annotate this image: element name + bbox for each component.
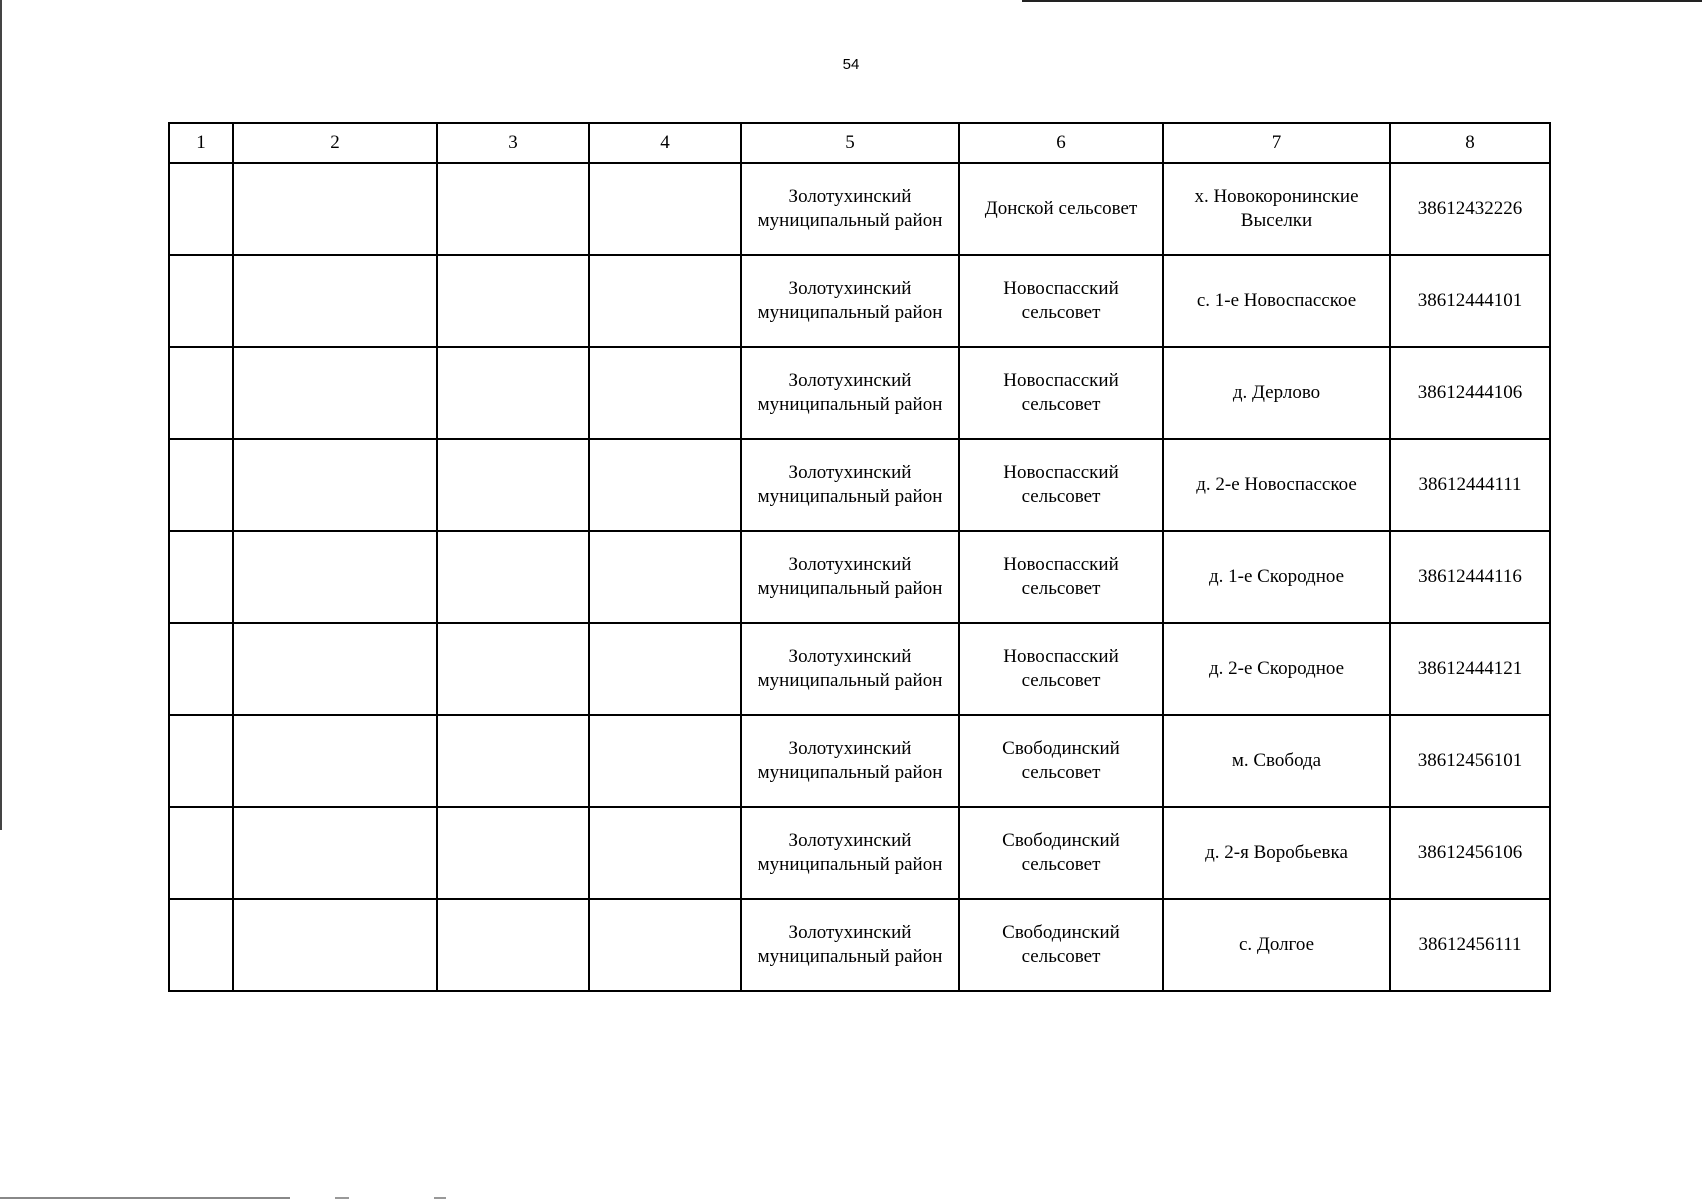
scan-edge-bottom — [0, 1197, 290, 1199]
settlement-council-cell: Свободинский сельсовет — [959, 807, 1163, 899]
settlement-council-cell: Новоспасский сельсовет — [959, 255, 1163, 347]
column-header: 2 — [233, 123, 437, 163]
locality-cell: х. Новокоронинские Выселки — [1163, 163, 1390, 255]
table-row — [169, 531, 1550, 623]
oktmo-code-cell: 38612444101 — [1390, 255, 1550, 347]
column-2-cell — [233, 439, 437, 531]
row-number-cell — [169, 715, 233, 807]
column-2-cell — [233, 163, 437, 255]
row-number-cell — [169, 807, 233, 899]
oktmo-code-cell: 38612444121 — [1390, 623, 1550, 715]
column-2-cell — [233, 255, 437, 347]
municipal-district-cell: Золотухинский муниципальный район — [741, 715, 959, 807]
municipal-district-cell: Золотухинский муниципальный район — [741, 623, 959, 715]
oktmo-code-cell: 38612432226 — [1390, 163, 1550, 255]
column-3-cell — [437, 807, 589, 899]
column-4-cell — [589, 531, 741, 623]
column-header: 6 — [959, 123, 1163, 163]
column-header: 1 — [169, 123, 233, 163]
scan-edge-left — [0, 0, 2, 830]
column-4-cell — [589, 163, 741, 255]
column-header: 4 — [589, 123, 741, 163]
column-4-cell — [589, 807, 741, 899]
column-header: 5 — [741, 123, 959, 163]
row-number-cell — [169, 439, 233, 531]
table-row — [169, 347, 1550, 439]
table-row — [169, 439, 1550, 531]
municipal-district-cell: Золотухинский муниципальный район — [741, 255, 959, 347]
column-3-cell — [437, 623, 589, 715]
column-3-cell — [437, 255, 589, 347]
page-number: 54 — [842, 56, 860, 73]
municipal-district-cell: Золотухинский муниципальный район — [741, 439, 959, 531]
column-2-cell — [233, 347, 437, 439]
row-number-cell — [169, 623, 233, 715]
scan-mark — [434, 1197, 446, 1199]
row-number-cell — [169, 255, 233, 347]
column-2-cell — [233, 899, 437, 991]
column-3-cell — [437, 439, 589, 531]
locality-cell: д. 2-я Воробьевка — [1163, 807, 1390, 899]
table-row — [169, 807, 1550, 899]
data-table — [168, 122, 1551, 992]
locality-cell: м. Свобода — [1163, 715, 1390, 807]
row-number-cell — [169, 163, 233, 255]
settlement-council-cell: Свободинский сельсовет — [959, 899, 1163, 991]
column-header: 3 — [437, 123, 589, 163]
table-row — [169, 899, 1550, 991]
table-row — [169, 715, 1550, 807]
scan-mark — [335, 1197, 349, 1199]
settlement-council-cell: Новоспасский сельсовет — [959, 531, 1163, 623]
column-3-cell — [437, 715, 589, 807]
oktmo-code-cell: 38612444111 — [1390, 439, 1550, 531]
settlement-council-cell: Донской сельсовет — [959, 163, 1163, 255]
oktmo-code-cell: 38612444106 — [1390, 347, 1550, 439]
row-number-cell — [169, 347, 233, 439]
settlement-council-cell: Новоспасский сельсовет — [959, 623, 1163, 715]
column-2-cell — [233, 623, 437, 715]
column-header: 8 — [1390, 123, 1550, 163]
column-3-cell — [437, 163, 589, 255]
oktmo-code-cell: 38612456111 — [1390, 899, 1550, 991]
locality-cell: д. 1-е Скородное — [1163, 531, 1390, 623]
settlement-council-cell: Новоспасский сельсовет — [959, 439, 1163, 531]
oktmo-code-cell: 38612456101 — [1390, 715, 1550, 807]
locality-cell: д. Дерлово — [1163, 347, 1390, 439]
table-row — [169, 623, 1550, 715]
oktmo-code-cell: 38612444116 — [1390, 531, 1550, 623]
locality-cell: с. Долгое — [1163, 899, 1390, 991]
column-3-cell — [437, 347, 589, 439]
column-3-cell — [437, 531, 589, 623]
locality-cell: д. 2-е Скородное — [1163, 623, 1390, 715]
settlement-council-cell: Свободинский сельсовет — [959, 715, 1163, 807]
column-2-cell — [233, 807, 437, 899]
settlement-council-cell: Новоспасский сельсовет — [959, 347, 1163, 439]
table-row — [169, 163, 1550, 255]
locality-cell: с. 1-е Новоспасское — [1163, 255, 1390, 347]
municipal-district-cell: Золотухинский муниципальный район — [741, 899, 959, 991]
table-body — [169, 163, 1550, 991]
municipal-district-cell: Золотухинский муниципальный район — [741, 163, 959, 255]
scan-edge-top — [1022, 0, 1702, 2]
column-4-cell — [589, 715, 741, 807]
municipal-district-cell: Золотухинский муниципальный район — [741, 531, 959, 623]
column-2-cell — [233, 531, 437, 623]
column-4-cell — [589, 623, 741, 715]
column-4-cell — [589, 439, 741, 531]
locality-cell: д. 2-е Новоспасское — [1163, 439, 1390, 531]
table-header-row — [169, 123, 1550, 163]
table-row — [169, 255, 1550, 347]
municipal-district-cell: Золотухинский муниципальный район — [741, 347, 959, 439]
column-header: 7 — [1163, 123, 1390, 163]
column-4-cell — [589, 347, 741, 439]
municipal-district-cell: Золотухинский муниципальный район — [741, 807, 959, 899]
oktmo-code-cell: 38612456106 — [1390, 807, 1550, 899]
column-3-cell — [437, 899, 589, 991]
column-2-cell — [233, 715, 437, 807]
row-number-cell — [169, 531, 233, 623]
column-4-cell — [589, 255, 741, 347]
row-number-cell — [169, 899, 233, 991]
column-4-cell — [589, 899, 741, 991]
